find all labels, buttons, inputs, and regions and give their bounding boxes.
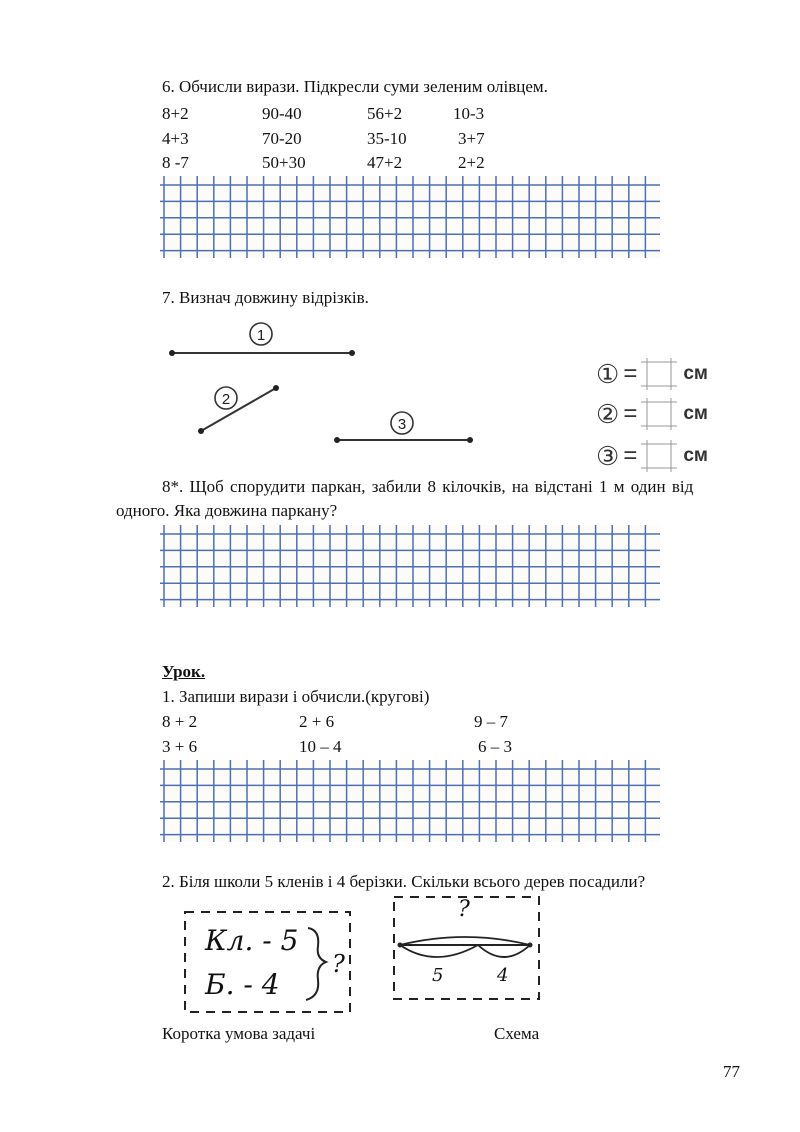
task6-expr: 8+2 — [162, 104, 189, 123]
brace-icon — [306, 928, 326, 1000]
segment-3-label: 3 — [397, 416, 407, 433]
lesson-expr: 2 + 6 — [299, 712, 335, 731]
task6-title: 6. Обчисли вирази. Підкресли суми зеленим олівцем. — [162, 77, 548, 96]
answer-row — [596, 398, 708, 430]
task6-expr: 35-10 — [367, 129, 407, 148]
scheme-right-value: 4 — [497, 965, 509, 986]
answer-box[interactable] — [641, 398, 677, 430]
task8-line2: одного. Яка довжина паркану? — [116, 501, 338, 520]
segment-3 — [334, 412, 473, 443]
short-condition-box — [160, 898, 360, 1018]
task6-expr: 2+2 — [458, 153, 485, 172]
answer-equals: = — [623, 400, 638, 427]
caption-scheme: Схема — [494, 1024, 540, 1043]
scheme-left-value: 5 — [432, 965, 444, 986]
segment-2-label: 2 — [221, 391, 231, 408]
scheme-box — [390, 893, 545, 1005]
lesson-task1-title: 1. Запиши вирази і обчисли.(кругові) — [162, 687, 430, 706]
lesson-task2-title: 2. Біля школи 5 кленів і 4 берізки. Скільки всього дерев посадили? — [162, 872, 646, 891]
answer-box[interactable] — [641, 358, 677, 390]
condition-line-1: Кл. - 5 — [205, 924, 299, 957]
lesson-expr: 3 + 6 — [162, 737, 198, 756]
lesson-heading: Урок. — [162, 662, 206, 681]
condition-question: ? — [332, 950, 345, 978]
condition-line-2: Б. - 4 — [205, 968, 280, 1001]
task6-expr: 10-3 — [453, 104, 485, 123]
answer-unit: см — [683, 403, 708, 424]
lesson-expr: 6 – 3 — [478, 737, 512, 756]
page-number: 77 — [723, 1062, 740, 1081]
scheme-question: ? — [458, 897, 470, 922]
segment-1 — [169, 323, 355, 356]
task6-expr: 90-40 — [262, 104, 302, 123]
lesson-expr: 8 + 2 — [162, 712, 198, 731]
answer-unit: см — [683, 363, 708, 384]
task6-expr: 70-20 — [262, 129, 302, 148]
segment-1-label: 1 — [256, 327, 266, 344]
segments-figure — [160, 315, 500, 450]
answer-row — [596, 440, 708, 472]
segment-2 — [198, 385, 279, 434]
task6-expr: 47+2 — [367, 153, 403, 172]
task6-expr: 3+7 — [458, 129, 485, 148]
answer-equals: = — [623, 442, 638, 469]
task6-expr: 50+30 — [262, 153, 306, 172]
answer-row — [596, 358, 708, 390]
task6-expr: 56+2 — [367, 104, 403, 123]
answer-unit: см — [683, 445, 708, 466]
answer-label: ② — [596, 398, 620, 429]
answer-label: ③ — [596, 440, 620, 471]
writing-grid[interactable] — [160, 176, 660, 258]
lesson-expr: 9 – 7 — [474, 712, 508, 731]
writing-grid[interactable] — [160, 525, 660, 607]
task8-line1: 8*. Щоб спорудити паркан, забили 8 кілочків, на відстані 1 м один від — [162, 477, 694, 496]
answer-label: ① — [596, 358, 620, 389]
lesson-expr: 10 – 4 — [299, 737, 342, 756]
task6-expr: 4+3 — [162, 129, 189, 148]
writing-grid[interactable] — [160, 760, 660, 842]
answer-equals: = — [623, 360, 638, 387]
task6-expr: 8 -7 — [162, 153, 189, 172]
answer-box[interactable] — [641, 440, 677, 472]
caption-short-condition: Коротка умова задачі — [162, 1024, 316, 1043]
task7-title: 7. Визнач довжину відрізків. — [162, 288, 369, 307]
